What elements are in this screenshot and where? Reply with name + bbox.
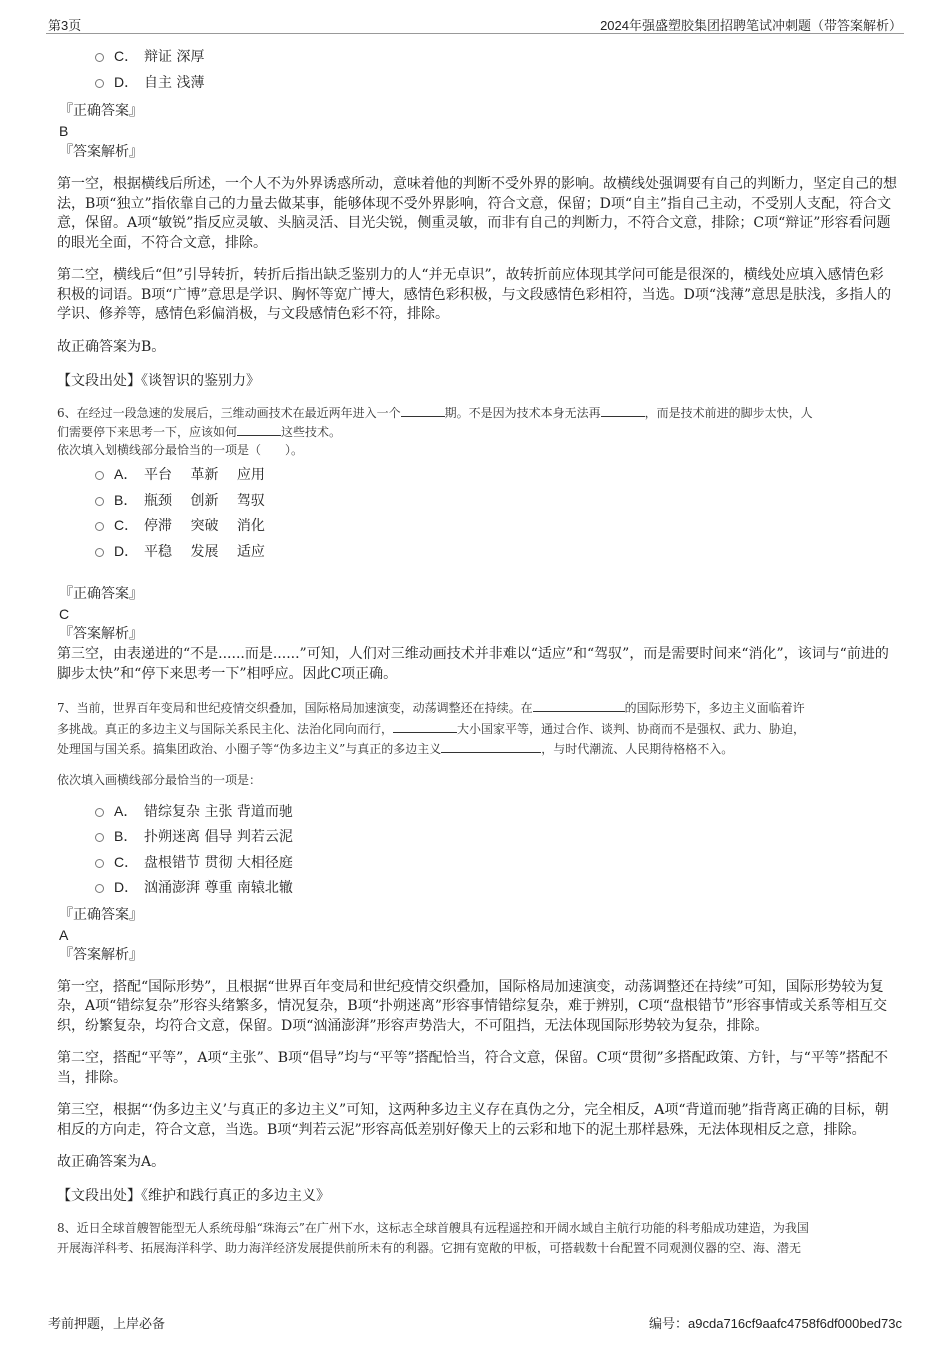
blank: [393, 719, 457, 733]
q7-analysis-4: 故正确答案为A。: [57, 1154, 166, 1170]
blank: [401, 403, 445, 417]
radio-icon[interactable]: [95, 79, 104, 88]
blank: [441, 739, 541, 753]
question-7: [57, 698, 897, 1206]
analysis-label: 『答案解析』: [59, 626, 143, 642]
blank: [533, 698, 625, 712]
q7-analysis-2: 第二空，搭配“平等”，A项“主张”、B项“倡导”均与“平等”搭配恰当，符合文意，保留。C项“贯彻”多搭配政策、方针，与“平等”搭配不当，排除。: [57, 1050, 888, 1086]
page-number: 第3页: [48, 18, 82, 33]
document-id: 编号：a9cda716cf9aafc4758f6df000bed73c: [649, 1316, 902, 1331]
q5-analysis-3: 故正确答案为B。: [57, 338, 166, 355]
footer-slogan: 考前押题，上岸必备: [48, 1316, 166, 1331]
radio-icon[interactable]: [95, 859, 104, 868]
page-header: [46, 13, 904, 34]
q7-answer: A: [59, 926, 69, 943]
q6-option-b[interactable]: B． 瓶颈 创新 驾驭: [57, 488, 897, 514]
radio-icon[interactable]: [95, 808, 104, 817]
q7-options: [57, 799, 897, 901]
analysis-label: 『答案解析』: [59, 946, 143, 963]
analysis-label: 『答案解析』: [59, 144, 143, 160]
radio-icon[interactable]: [95, 497, 104, 506]
correct-answer-label: 『正确答案』: [59, 906, 143, 923]
q6-analysis: 第三空，由表递进的“不是......而是......”可知，人们对三维动画技术并非难以“适应”和“驾驭”，而是需要时间来“消化”，该词与“前进的脚步太快”和“停下来思考一下”相呼应。因此C项正确。: [57, 646, 889, 682]
radio-icon[interactable]: [95, 471, 104, 480]
q7-stem: 7、当前，世界百年变局和世纪疫情交织叠加，国际格局加速演变，动荡调整还在持续。在 的国际形势下，多边主义面临着许 多挑战。真正的多边主义与国际关系民主化、法治化同向而行， 大小国家平等，通过合作、谈判、协商而不是强权、武力、胁迫， 处理国与国关系。搞集团政治、小圈子等“伪多边主义”与真正的多边主义 ，与时代潮流、人民期待格格不入。: [57, 698, 897, 760]
radio-icon[interactable]: [95, 53, 104, 62]
q7-option-d[interactable]: D． 汹涌澎湃 尊重 南辕北辙: [57, 875, 897, 901]
blank: [601, 403, 645, 417]
q5-source: 【文段出处】《谈智识的鉴别力》: [57, 373, 260, 389]
question-8: [57, 1218, 897, 1258]
q7-source: 【文段出处】《维护和践行真正的多边主义》: [57, 1187, 330, 1204]
q7-analysis-3: 第三空，根据“‘伪多边主义’与真正的多边主义”可知，这两种多边主义存在真伪之分，完全相反，A项“背道而驰”指背离正确的目标，朝相反的方向走，符合文意，当选。B项“判若云泥”形容高低差别好像天上的云彩和地下的泥土那样悬殊，无法体现相反之意，排除。: [57, 1102, 889, 1138]
correct-answer-label: 『正确答案』: [59, 103, 143, 119]
q7-option-a[interactable]: A． 错综复杂 主张 背道而驰: [57, 799, 897, 825]
question-6: [57, 403, 897, 684]
q6-options: [57, 462, 897, 564]
q5-options: [57, 44, 897, 95]
correct-answer-label: 『正确答案』: [59, 586, 143, 602]
q6-option-a[interactable]: A． 平台 革新 应用: [57, 462, 897, 488]
q5-option-d[interactable]: D． 自主 浅薄: [57, 70, 897, 96]
radio-icon[interactable]: [95, 884, 104, 893]
radio-icon[interactable]: [95, 833, 104, 842]
document-body: [57, 44, 897, 1258]
radio-icon[interactable]: [95, 522, 104, 531]
q7-option-c[interactable]: C． 盘根错节 贯彻 大相径庭: [57, 850, 897, 876]
document-title: 2024年强盛塑胶集团招聘笔试冲刺题（带答案解析）: [600, 18, 902, 33]
q7-prompt: 依次填入画横线部分最恰当的一项是：: [57, 772, 262, 787]
q7-option-b[interactable]: B． 扑朔迷离 倡导 判若云泥: [57, 824, 897, 850]
q6-prompt: 依次填入划横线部分最恰当的一项是（ ）。: [57, 443, 304, 457]
q5-analysis-2: 第二空，横线后“但”引导转折，转折后指出缺乏鉴别力的人“并无卓识”，故转折前应体现其学问可能是很深的，横线处应填入感情色彩积极的词语。B项“广博”意思是学识、胸怀等宽广博大，感情色彩积极，与文段感情色彩相符，当选。D项“浅薄”意思是肤浅，多指人的学识、修养等，感情色彩偏消极，与文段感情色彩不符，排除。: [57, 267, 892, 322]
blank: [237, 422, 281, 436]
q5-option-c[interactable]: C． 辩证 深厚: [57, 44, 897, 70]
q7-analysis-1: 第一空，搭配“国际形势”，且根据“世界百年变局和世纪疫情交织叠加，国际格局加速演变，动荡调整还在持续”可知，国际形势较为复杂，A项“错综复杂”形容头绪繁多，情况复杂，B项“扑朔迷离”形容事情错综复杂，难于辨别，C项“盘根错节”形容事情或关系等相互交织，纷繁复杂，均符合文意，保留。D项“汹涌澎湃”形容声势浩大，不可阻挡，无法体现国际形势较为复杂，排除。: [57, 978, 888, 1034]
q5-answer: B: [59, 123, 69, 139]
radio-icon[interactable]: [95, 548, 104, 557]
q5-analysis-1: 第一空，根据横线后所述，一个人不为外界诱惑所动，意味着他的判断不受外界的影响。故横线处强调要有自己的判断力，坚定自己的想法，B项“独立”指依靠自己的力量去做某事，能够体现不受外界影响，符合文意，保留；D项“自主”指自己主动，不受别人支配，符合文意，保留。A项“敏锐”指反应灵敏、头脑灵活、目光尖锐，侧重灵敏，而非有自己的判断力，不符合文意，排除；C项“辩证”形容看问题的眼光全面，不符合文意，排除。: [57, 176, 897, 251]
q6-answer: C: [59, 606, 70, 622]
q6-stem: 6、在经过一段急速的发展后，三维动画技术在最近两年进入一个 期。不是因为技术本身无法再 ，而是技术前进的脚步太快，人 们需要停下来思考一下，应该如何 这些技术。: [57, 403, 897, 441]
q8-stem: 8、近日全球首艘智能型无人系统母船“珠海云”在广州下水，这标志全球首艘具有远程遥控和开阔水域自主航行功能的科考船成功建造，为我国 开展海洋科考、拓展海洋科学、助力海洋经济发展提供前所未有的利器。它拥有宽敞的甲板，可搭载数十台配置不同观测仪器的空、海、潜无: [57, 1220, 809, 1255]
q6-option-d[interactable]: D． 平稳 发展 适应: [57, 539, 897, 565]
q6-option-c[interactable]: C． 停滞 突破 消化: [57, 513, 897, 539]
